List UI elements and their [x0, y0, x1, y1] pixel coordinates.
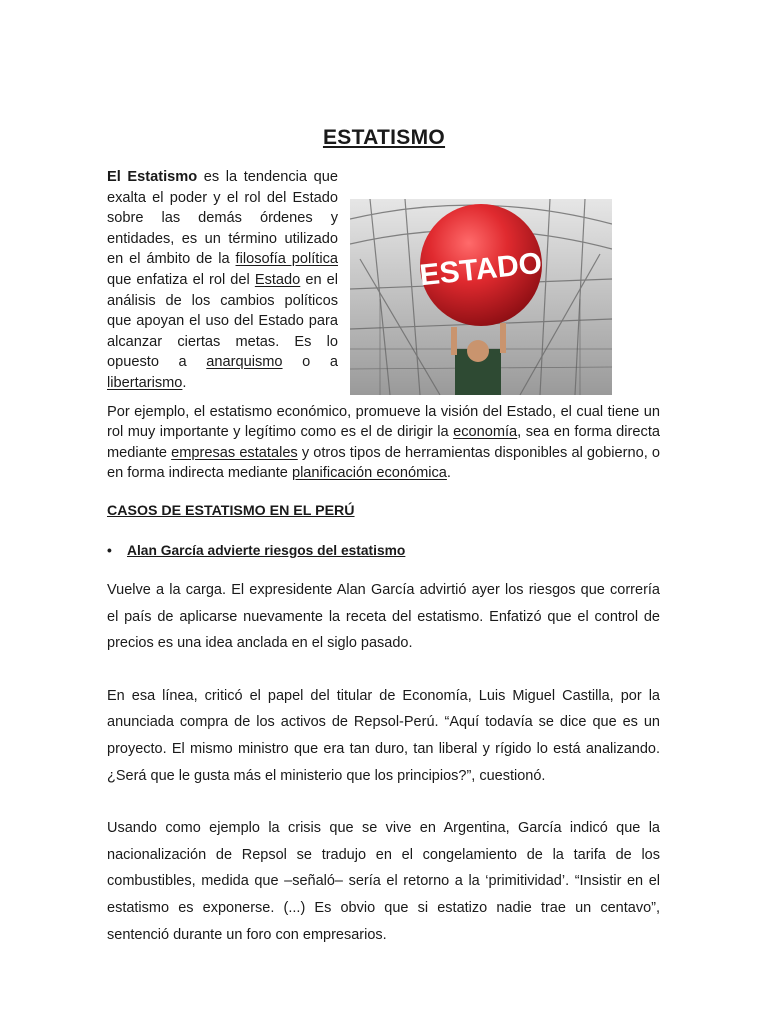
intro-paragraph	[107, 167, 660, 394]
para2-text-3: y otros tipos de herramientas disponibles al gobierno, o en forma indirecta mediante	[107, 444, 660, 482]
article-paragraph: Usando como ejemplo la crisis que se vive en Argentina, García indicó que la nacionalización de Repsol se tradujo en el congelamiento de la tarifa de los combustibles, medida que –señaló– sería el retorno a la ‘primitividad’. “Insistir en el estatismo es exponerse. (...) Es obvio que si estatizo nadie trae un centavo”, sentenció durante un foro con empresarios.	[107, 820, 660, 943]
article-body	[107, 577, 660, 948]
article-paragraph: En esa línea, criticó el papel del titular de Economía, Luis Miguel Castilla, por la anunciada compra de los activos de Repsol-Perú. “Aquí todavía se dice que es un proyecto. El mismo ministro que era tan duro, tan liberal y rígido lo está analizando. ¿Será que le gusta más el ministerio que los principios?”, cuestionó.	[107, 687, 660, 784]
ball-label: ESTADO	[418, 246, 544, 293]
intro-text-1: es la tendencia que exalta el poder y el rol del Estado sobre las demás órdenes y entidades, es un término utilizado en el ámbito de la	[107, 169, 338, 268]
link-anarquismo[interactable]: anarquismo	[206, 354, 283, 371]
intro-text-5: .	[182, 374, 187, 391]
subheading-text: Alan García advierte riesgos del estatismo	[127, 542, 406, 558]
para2-text-2: , sea en forma directa mediante	[107, 424, 660, 461]
link-libertarismo[interactable]: libertarismo	[107, 374, 183, 391]
page-title: ESTATISMO	[322, 126, 446, 149]
intro-text-2: que enfatiza el rol del	[107, 271, 255, 288]
link-economia[interactable]: economía	[453, 424, 518, 441]
link-empresas-estatales[interactable]: empresas estatales	[171, 444, 298, 461]
article-paragraph: Vuelve a la carga. El expresidente Alan García advirtió ayer los riesgos que correría el país de aplicarse nuevamente la receta del estatismo. Enfatizó que el control de precios es una idea anclada en el siglo pasado.	[107, 582, 660, 652]
bullet-icon: •	[107, 542, 112, 558]
link-estado[interactable]: Estado	[254, 271, 301, 288]
intro-text-3: en el análisis de los cambios políticos que apoyan el uso del Estado para alcanzar ciertas metas. Es lo opuesto a	[107, 271, 338, 371]
link-filosofia-politica[interactable]: filosofía política	[235, 251, 338, 268]
para2-text-1: Por ejemplo, el estatismo económico, promueve la visión del Estado, el cual tiene un rol muy importante y legítimo como es el de dirigir la	[107, 403, 660, 441]
link-planificacion-economica[interactable]: planificación económica	[291, 465, 447, 482]
economic-statism-paragraph	[107, 402, 660, 484]
intro-text-4: o a	[282, 354, 338, 371]
term-estatismo: El Estatismo	[107, 169, 198, 185]
section-heading: CASOS DE ESTATISMO EN EL PERÚ	[107, 502, 355, 519]
estado-photo	[350, 199, 612, 395]
para2-text-4: .	[446, 465, 451, 482]
article-subheading	[107, 541, 660, 562]
document-body	[107, 167, 660, 974]
